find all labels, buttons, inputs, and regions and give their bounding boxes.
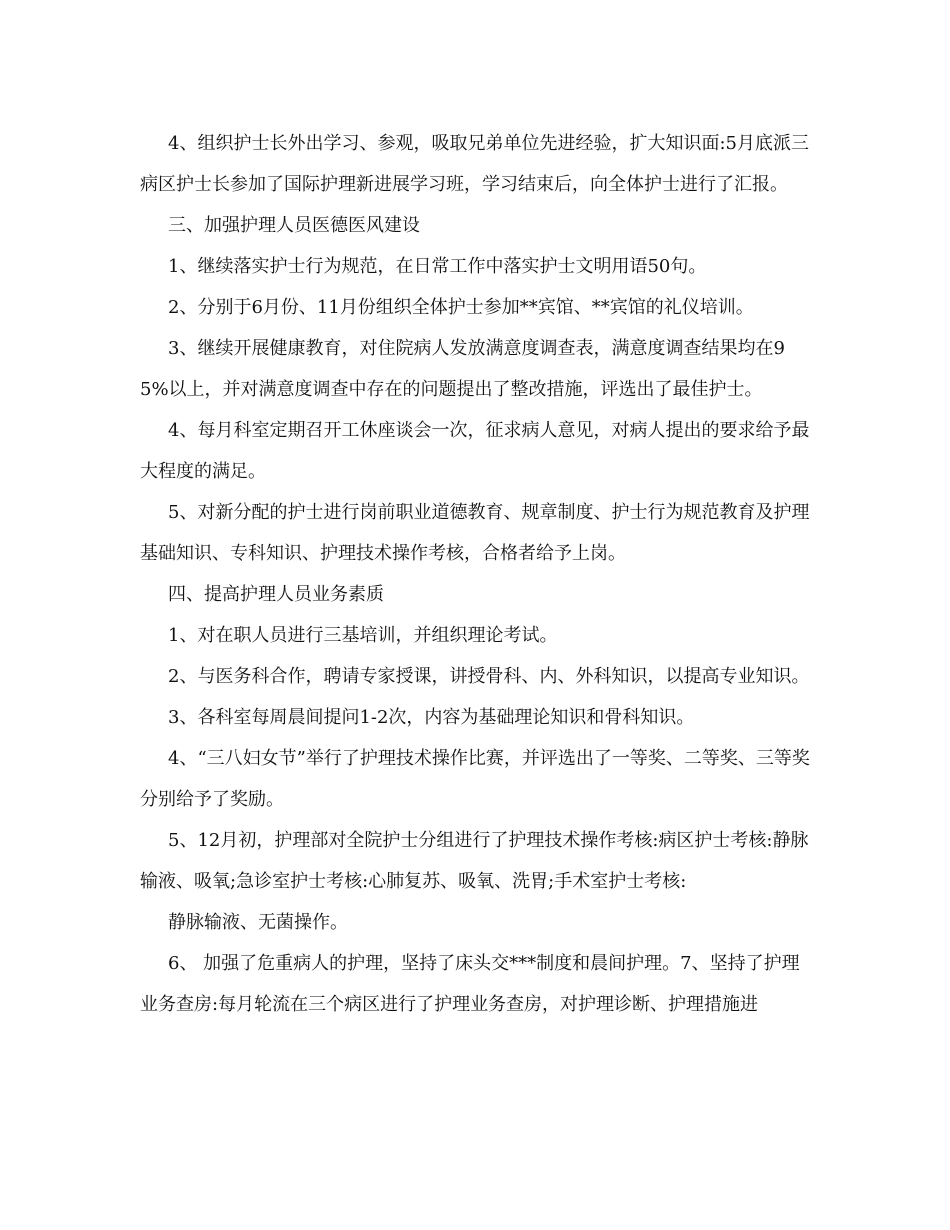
paragraph-4: 2、分别于6月份、11月份组织全体护士参加**宾馆、**宾馆的礼仪培训。 <box>168 297 754 318</box>
section-heading-4: 四、提高护理人员业务素质 <box>168 584 384 605</box>
paragraph-13: 5、12月初，护理部对全院护士分组进行了护理技术操作考核:病区护士考核:静脉输液、吸氧;急诊室护士考核:心肺复苏、吸氧、洗胃;手术室护士考核: <box>140 830 809 892</box>
paragraph-7: 5、对新分配的护士进行岗前职业道德教育、规章制度、护士行为规范教育及护理基础知识、专科知识、护理技术操作考核，合格者给予上岗。 <box>140 502 810 564</box>
paragraph-14: 静脉输液、无菌操作。 <box>168 912 348 933</box>
paragraph-6: 4、每月科室定期召开工休座谈会一次，征求病人意见，对病人提出的要求给予最大程度的满足。 <box>140 420 810 482</box>
paragraph-9: 1、对在职人员进行三基培训，并组织理论考试。 <box>168 625 558 646</box>
paragraph-5: 3、继续开展健康教育，对住院病人发放满意度调查表，满意度调查结果均在95%以上，并对满意度调查中存在的问题提出了整改措施，评选出了最佳护士。 <box>140 338 785 400</box>
document-body <box>140 123 812 1025</box>
paragraph-11: 3、各科室每周晨间提问1-2次，内容为基础理论知识和骨科知识。 <box>168 707 695 728</box>
paragraph-10: 2、与医务科合作，聘请专家授课，讲授骨科、内、外科知识，以提高专业知识。 <box>168 666 810 687</box>
paragraph-1: 4、组织护士长外出学习、参观，吸取兄弟单位先进经验，扩大知识面:5月底派三病区护士长参加了国际护理新进展学习班，学习结束后，向全体护士进行了汇报。 <box>140 133 809 195</box>
paragraph-12: 4、“三八妇女节”举行了护理技术操作比赛，并评选出了一等奖、二等奖、三等奖分别给予了奖励。 <box>140 748 810 810</box>
paragraph-15: 6、 加强了危重病人的护理，坚持了床头交***制度和晨间护理。7、坚持了护理业务查房:每月轮流在三个病区进行了护理业务查房，对护理诊断、护理措施进 <box>140 953 800 1015</box>
section-heading-3: 三、加强护理人员医德医风建设 <box>168 215 420 236</box>
paragraph-3: 1、继续落实护士行为规范，在日常工作中落实护士文明用语50句。 <box>168 256 707 277</box>
